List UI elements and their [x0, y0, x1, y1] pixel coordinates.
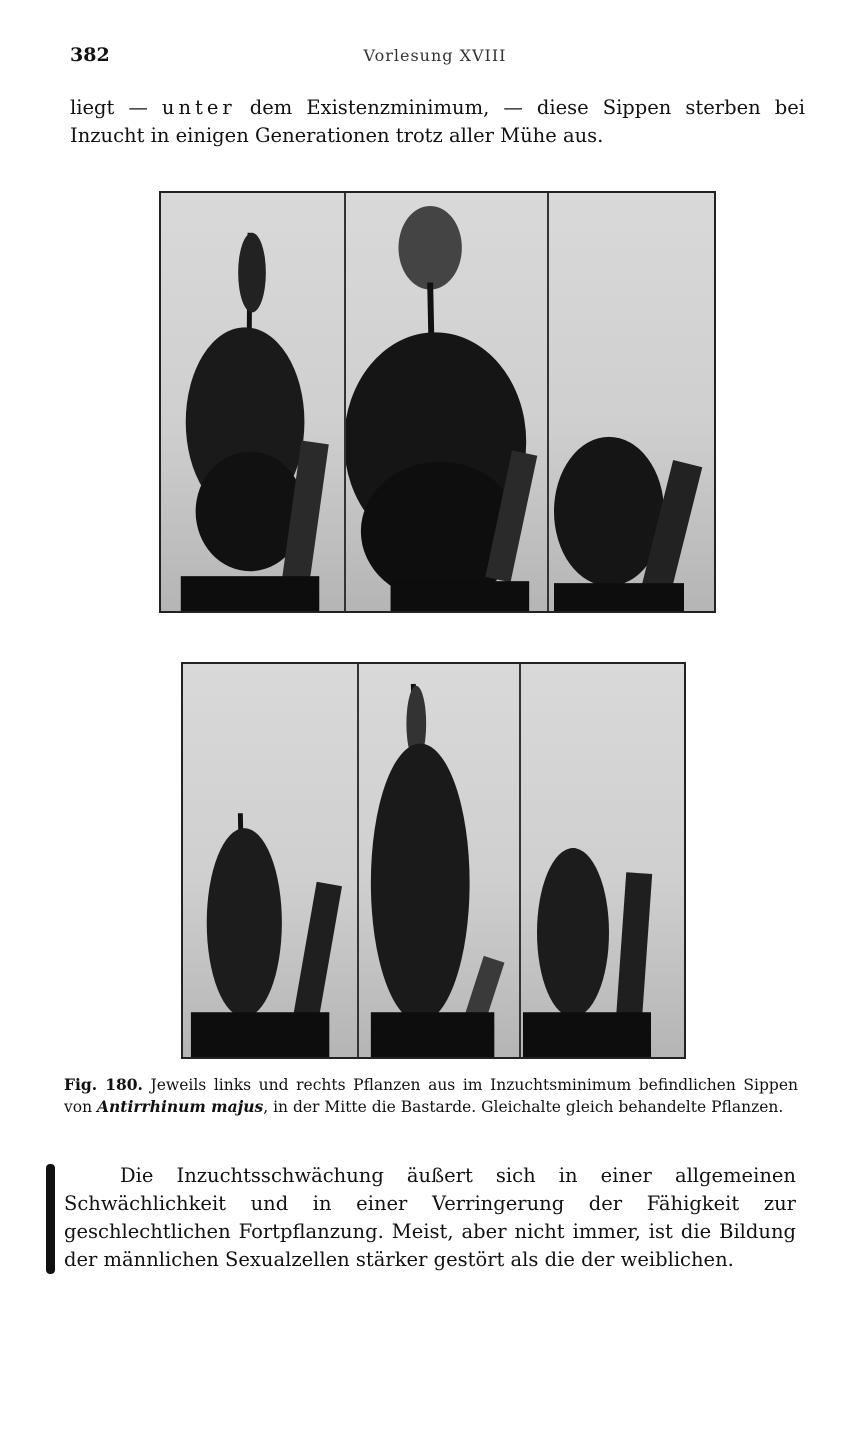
page-header	[70, 44, 800, 70]
plant-image	[549, 193, 714, 611]
figure-bottom-photo	[181, 662, 686, 1059]
species-name: Antirrhinum majus	[97, 1097, 264, 1116]
figure-caption: Fig. 180. Jeweils links und rechts Pflanzen aus im Inzuchtsminimum befindlichen Sippen von Antirrhinum majus, in der Mitte die Bastarde. Gleichalte gleich behandelte Pflanzen.	[64, 1075, 798, 1116]
plant-image	[359, 664, 519, 1057]
photo-panel-right	[521, 664, 684, 1057]
figure-number: Fig. 180.	[64, 1075, 143, 1094]
photo-panel-left	[183, 664, 359, 1057]
photo-panel-left	[161, 193, 346, 611]
photo-panel-center	[346, 193, 549, 611]
running-head: Vorlesung XVIII	[363, 46, 507, 65]
page-number: 382	[70, 44, 110, 66]
body-paragraph: Die Inzuchtsschwächung äußert sich in einer allgemeinen Schwächlichkeit und in einer Verringerung der Fähigkeit zur geschlechtlichen Fortpflanzung. Meist, aber nicht immer, ist die Bildung der männlichen Sexualzellen stärker gestört als die der weiblichen.	[64, 1164, 796, 1271]
plant-image	[346, 193, 547, 611]
plant-image	[161, 193, 344, 611]
figure-top-photo	[159, 191, 716, 613]
plant-image	[521, 664, 684, 1057]
plant-image	[183, 664, 357, 1057]
photo-panel-center	[359, 664, 521, 1057]
top-paragraph: liegt — unter dem Existenzminimum, — diese Sippen sterben bei Inzucht in einigen Generationen trotz aller Mühe aus.	[70, 96, 805, 147]
margin-bar	[46, 1164, 55, 1274]
photo-panel-right	[549, 193, 714, 611]
emphasized-word: unter	[161, 96, 236, 119]
